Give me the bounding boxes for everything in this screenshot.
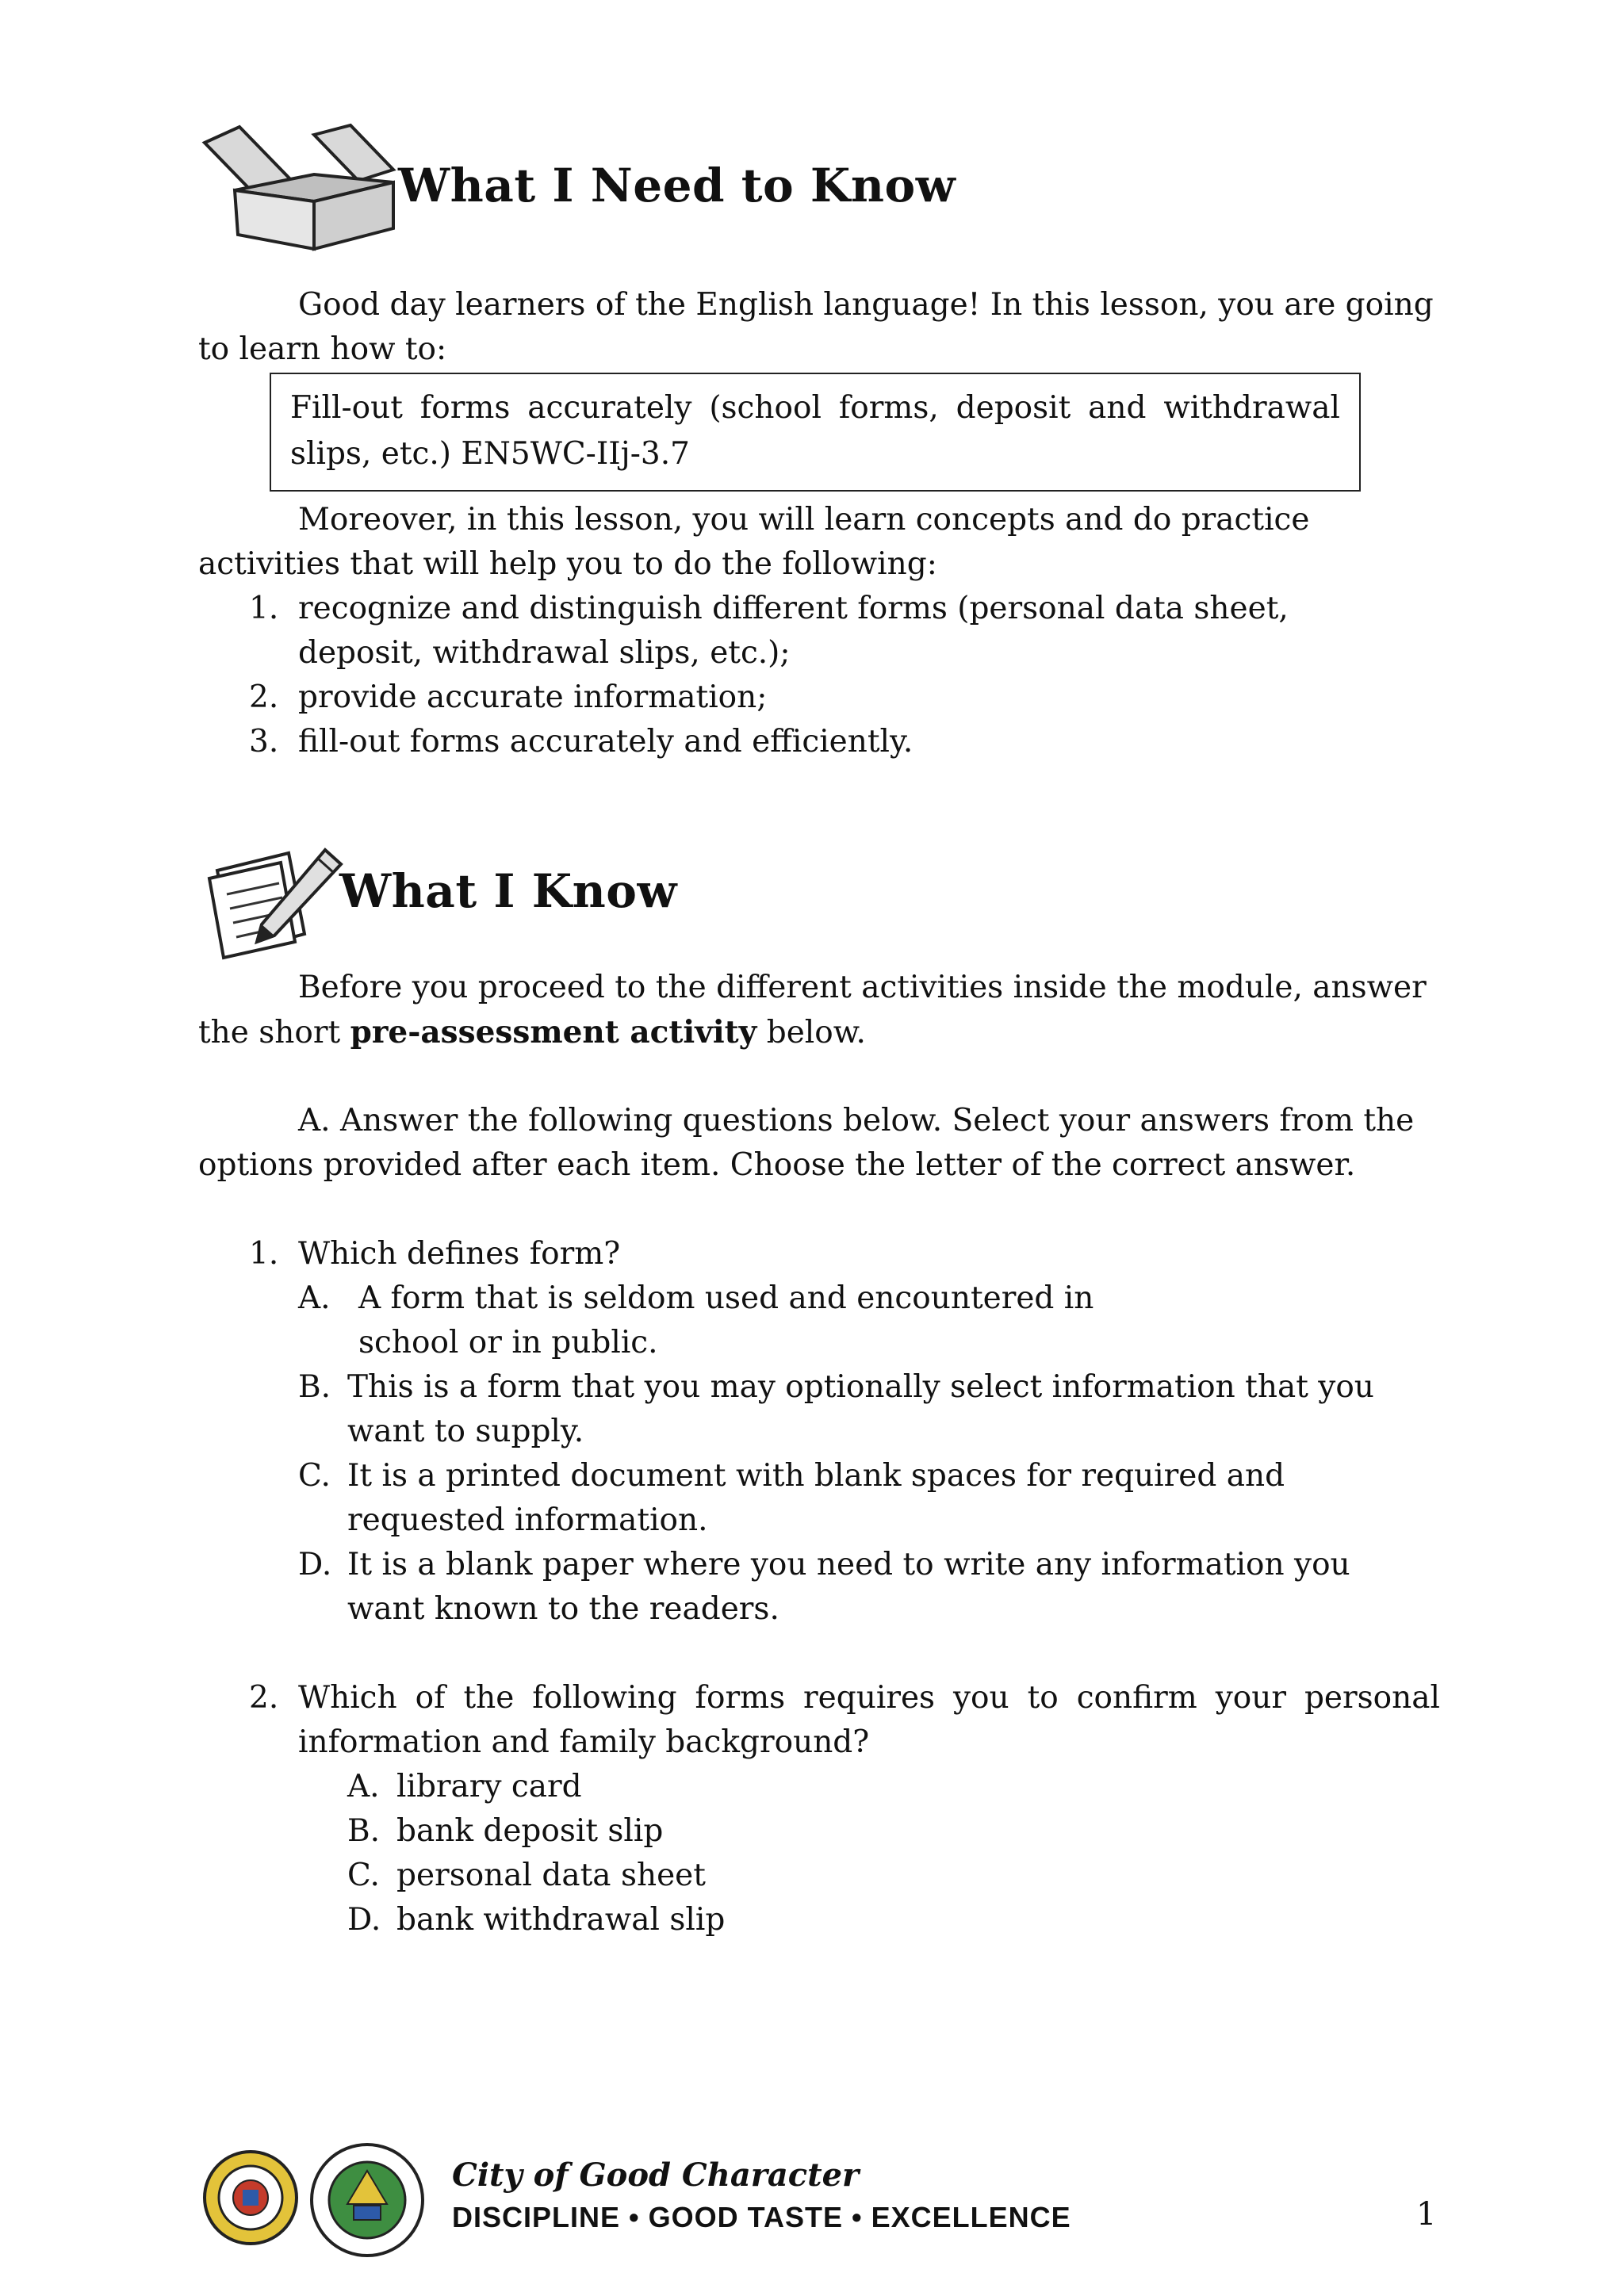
footer-tagline: City of Good Character [452,2156,860,2194]
lungsod-ng-marikina-seal-icon [308,2141,427,2260]
question-text: Which of the following forms requires you to confirm your personal information and family background? [298,1680,1440,1760]
option-a [347,1765,1440,1809]
preassessment-intro [198,966,1440,1055]
intro-text: Before you proceed to the different activities inside the module, answer the short [198,970,1427,1050]
goal-number: 3. [249,724,279,760]
option-text: A form that is seldom used and encountered in school or in public. [358,1280,1094,1360]
option-b [298,1365,1440,1454]
option-letter: B. [347,1813,381,1849]
option-b [347,1809,1440,1854]
page-number: 1 [1416,2196,1437,2233]
option-c [298,1454,1440,1543]
option-c [347,1854,1440,1898]
option-text: It is a printed document with blank spaces for required and requested information. [347,1458,1285,1538]
option-letter: A. [298,1280,331,1316]
moreover-paragraph: Moreover, in this lesson, you will learn concepts and do practice activities that will help you to do the following: [198,502,1310,582]
list-item [249,720,1440,764]
intro-paragraph: Good day learners of the English language! In this lesson, you are going to learn how to: [198,287,1434,367]
question-1 [249,1232,1440,1632]
option-d [347,1898,1440,1942]
question-2 [249,1676,1440,1942]
heading-what-i-need-to-know: What I Need to Know [398,159,956,212]
option-text: This is a form that you may optionally select information that you want to supply. [347,1369,1374,1449]
option-letter: D. [347,1902,381,1938]
goals-list [249,587,1440,764]
option-text: library card [396,1769,582,1804]
intro-text-end: below. [756,1015,866,1050]
list-item [249,587,1440,675]
option-letter: B. [298,1369,331,1405]
instruction-paragraph: A. Answer the following questions below. Select your answers from the options provided after each item. Choose the letter of the correct answer. [198,1103,1415,1183]
option-letter: D. [298,1547,332,1582]
option-letter: C. [298,1458,331,1494]
intro-bold: pre-assessment activity [350,1014,757,1050]
goal-number: 1. [249,591,279,626]
goal-number: 2. [249,679,279,715]
open-box-icon [195,119,401,254]
option-d [298,1543,1440,1632]
goal-text: recognize and distinguish different forms (personal data sheet, deposit, withdrawal slips, etc.); [298,591,1289,671]
heading-what-i-know: What I Know [339,864,677,918]
option-text: It is a blank paper where you need to write any information you want known to the readers. [347,1547,1350,1627]
option-text: personal data sheet [396,1858,706,1893]
question-text: Which defines form? [298,1236,621,1272]
list-item [249,675,1440,720]
paper-pencil-icon [201,842,344,961]
option-text: bank withdrawal slip [396,1902,726,1938]
option-text: bank deposit slip [396,1813,664,1849]
goal-text: provide accurate information; [298,679,768,715]
objective-box: Fill-out forms accurately (school forms, deposit and withdrawal slips, etc.) EN5WC-IIj-3.7 [270,373,1361,492]
option-a [298,1276,1362,1365]
footer-motto: DISCIPLINE • GOOD TASTE • EXCELLENCE [452,2201,1071,2233]
question-number: 1. [249,1236,279,1272]
goal-text: fill-out forms accurately and efficiently. [298,724,914,760]
division-office-seal-icon [201,2149,300,2247]
option-letter: C. [347,1858,380,1893]
question-number: 2. [249,1680,279,1716]
option-letter: A. [347,1769,380,1804]
